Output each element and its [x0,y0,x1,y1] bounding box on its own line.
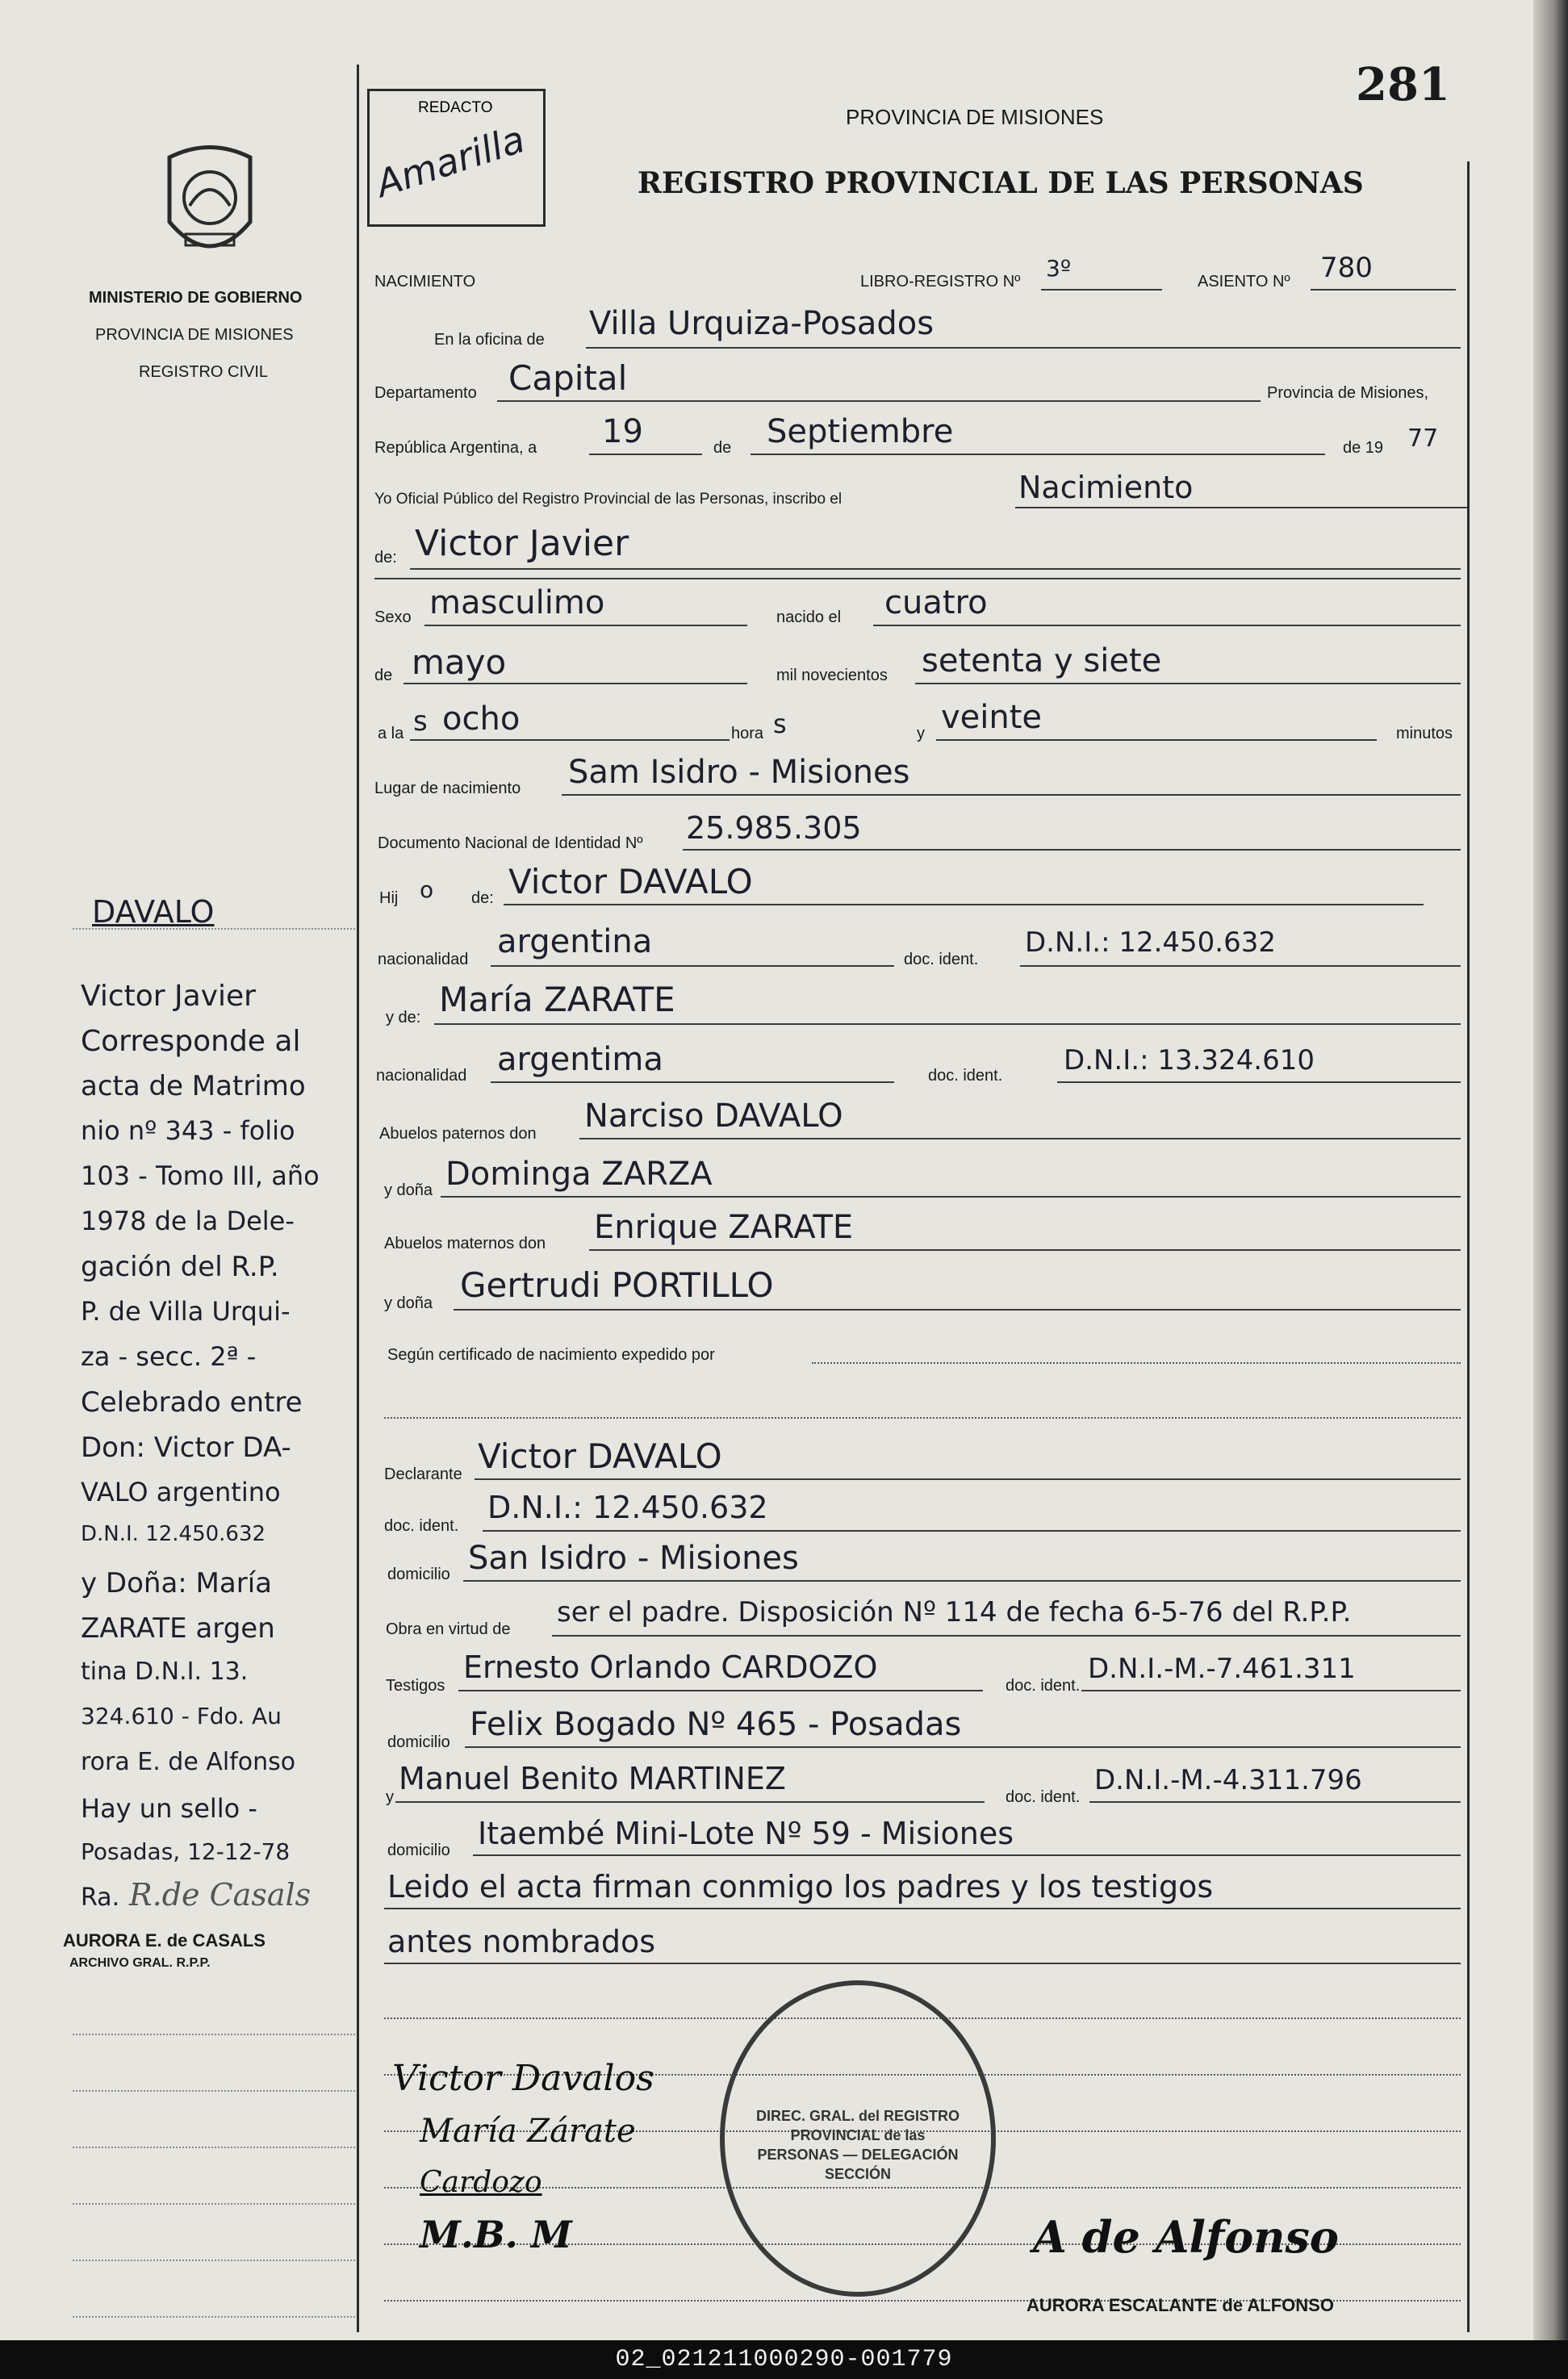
margin-stamp-line1: AURORA E. de CASALS [63,1930,266,1950]
margin-line-rule [73,2316,355,2318]
domicilio-label: domicilio [387,1566,450,1583]
margin-line: tina D.N.I. 13. [81,1658,249,1686]
dia-value: 19 [602,413,643,450]
margin-note-lines [81,980,355,1884]
mil-value: setenta y siete [922,642,1162,679]
mes-nac-rule [403,683,747,684]
lugar-value: Sam Isidro - Misiones [568,754,910,791]
y-de-label: y de: [386,1009,421,1026]
mil-rule [915,683,1461,684]
y-dona-mat-label: y doña [384,1294,433,1312]
nac-padre-value: argentina [497,923,653,960]
margin-line: za - secc. 2ª - [81,1341,257,1372]
nac-madre-value: argentima [497,1041,663,1078]
asiento-label: ASIENTO Nº [1198,273,1290,291]
header-province: PROVINCIA DE MISIONES [846,105,1104,129]
signature-mother: María Zárate [420,2113,636,2150]
libro-value: 3º [1046,255,1072,282]
oficial-value: Nacimiento [1018,470,1194,505]
declarante-value: Victor DAVALO [478,1436,722,1476]
margin-line: 103 - Tomo III, año [81,1160,320,1191]
minutos-label: minutos [1396,725,1453,742]
left-ministry: MINISTERIO DE GOBIERNO [89,289,303,307]
record-type: NACIMIENTO [374,273,476,291]
signature-official: A de Alfonso [1033,2211,1339,2263]
testigo2-rule [395,1801,985,1803]
doc-declarante-rule [483,1530,1461,1532]
doc-madre-rule [1057,1081,1461,1083]
abuelo-mat-rule [589,1249,1461,1251]
segun-label: Según certificado de nacimiento expedido por [387,1346,715,1364]
padre-rule [504,904,1424,905]
margin-line: Celebrado entre [81,1386,303,1419]
madre-rule [434,1023,1461,1025]
margin-line: rora E. de Alfonso [81,1748,296,1776]
margin-line: Victor Javier [81,980,256,1013]
header-registry: REGISTRO PROVINCIAL DE LAS PERSONAS [638,166,1364,200]
left-margin-rule [357,65,359,2332]
abuelos-mat-label: Abuelos maternos don [384,1235,546,1252]
margin-line: acta de Matrimo [81,1070,306,1102]
nombre-value: Victor Javier [415,523,629,564]
madre-value: María ZARATE [439,980,675,1019]
documento-label: Documento Nacional de Identidad Nº [378,834,643,852]
margin-stamp-signature: R.de Casals [129,1877,312,1913]
documento-value: 25.985.305 [686,810,862,846]
margin-surname: DAVALO [92,894,215,930]
coat-of-arms-icon [153,141,266,270]
segun-rule [812,1362,1461,1364]
nac-padre-rule [491,965,894,967]
asiento-value: 780 [1320,252,1373,284]
y-dona-pat-label: y doña [384,1181,433,1199]
round-seal-text: DIREC. GRAL. del REGISTRO PROVINCIAL de las PERSONAS — DELEGACIÓN SECCIÓN [755,2108,960,2182]
hijo-label: Hij [379,889,399,907]
margin-line: Corresponde al [81,1025,301,1058]
lugar-rule [562,794,1461,796]
mes-nac-value: mayo [412,642,507,682]
nacido-label: nacido el [776,608,842,626]
abuela-pat-value: Dominga ZARZA [445,1156,713,1193]
doc-padre-value: D.N.I.: 12.450.632 [1025,926,1276,959]
right-margin-rule [1467,161,1470,2332]
page-edge [1533,0,1568,2340]
nacido-value: cuatro [884,584,988,621]
page-number: 281 [1356,58,1450,111]
signature-witness1: Cardozo [420,2166,542,2199]
margin-line: 324.610 - Fdo. Au [81,1703,282,1729]
margin-line-rule [73,2147,355,2148]
redacto-label: REDACTO [418,99,493,116]
margin-line: ZARATE argen [81,1612,275,1645]
documento-rule [683,849,1461,851]
obra-label: Obra en virtud de [386,1620,511,1638]
doc-testigo1-label: doc. ident. [1006,1677,1081,1695]
redacto-handwritten: Amarilla [370,116,530,207]
margin-line: P. de Villa Urqui- [81,1296,291,1327]
doc-testigo1-rule [1081,1690,1461,1691]
declarante-rule [475,1478,1461,1480]
margin-line-rule [73,2260,355,2261]
hora-value: ocho [442,700,521,738]
nombre-rule [410,568,1461,570]
domicilio-rule [463,1580,1461,1582]
abuelo-pat-rule [579,1138,1461,1139]
doc-testigo1-value: D.N.I.-M.-7.461.311 [1088,1653,1356,1685]
oficina-rule [586,347,1461,349]
left-province: PROVINCIA DE MISIONES [95,326,294,344]
minutos-rule [936,739,1377,741]
a-la-prefix: s [413,705,428,738]
domicilio1-label: domicilio [387,1733,450,1751]
asiento-rule [1311,289,1456,291]
libro-label: LIBRO-REGISTRO Nº [860,273,1021,291]
libro-rule [1041,289,1162,291]
declarante-label: Declarante [384,1465,462,1483]
hora-rule [410,739,730,741]
abuelos-pat-label: Abuelos paternos don [379,1125,537,1143]
nac-madre-label: nacionalidad [376,1067,467,1085]
margin-line-rule [73,2203,355,2205]
abuela-mat-value: Gertrudi PORTILLO [460,1265,774,1305]
segun-rule-2 [384,1417,1461,1419]
doc-padre-rule [1020,965,1461,967]
official-stamp: AURORA ESCALANTE de ALFONSO [1027,2295,1334,2315]
mil-label: mil novecientos [776,667,888,684]
left-registry: REGISTRO CIVIL [139,363,269,381]
domicilio1-value: Felix Bogado Nº 465 - Posadas [470,1706,962,1743]
round-seal [720,1980,996,2297]
nacido-rule [873,625,1461,626]
doc-testigo2-label: doc. ident. [1006,1788,1081,1806]
footer-id: 02_021211000290-001779 [615,2346,953,2373]
margin-line-rule [73,2034,355,2035]
horas-label: hora [731,725,764,742]
margin-line: Posadas, 12-12-78 [81,1838,291,1865]
margin-line: D.N.I. 12.450.632 [81,1522,266,1546]
oficina-label: En la oficina de [434,331,545,349]
domicilio2-rule [473,1854,1461,1856]
oficial-rule [1015,507,1467,508]
mes-rule [751,454,1325,455]
mes-value: Septiembre [767,413,954,450]
provincia-suffix: Provincia de Misiones, [1267,384,1429,402]
doc-madre-value: D.N.I.: 13.324.610 [1064,1044,1315,1077]
de-label: de [713,439,732,457]
doc-padre-label: doc. ident. [904,951,979,968]
abuelo-mat-value: Enrique ZARATE [594,1209,854,1246]
margin-line: Hay un sello - [81,1793,257,1824]
cierre-rule-1 [384,1908,1461,1909]
testigo2-value: Manuel Benito MARTINEZ [399,1761,786,1796]
margin-line: y Doña: María [81,1567,272,1599]
abuela-pat-rule [441,1196,1461,1198]
margin-stamp-line2: ARCHIVO GRAL. R.P.P. [69,1956,211,1970]
obra-value: ser el padre. Disposición Nº 114 de fecha 6-5-76 del R.P.P. [557,1596,1352,1629]
margin-line-rule [73,2090,355,2092]
abuela-mat-rule [454,1309,1461,1311]
departamento-value: Capital [508,358,628,398]
sexo-label: Sexo [374,608,412,626]
doc-testigo2-rule [1089,1801,1461,1803]
domicilio-value: San Isidro - Misiones [468,1540,799,1577]
redacto-stamp [367,89,546,227]
sexo-value: masculimo [429,584,605,621]
doc-declarante-label: doc. ident. [384,1517,459,1535]
doc-testigo2-value: D.N.I.-M.-4.311.796 [1094,1764,1362,1796]
testigo1-rule [458,1690,983,1691]
oficial-label: Yo Oficial Público del Registro Provincial de las Personas, inscribo el [374,491,843,508]
abuelo-pat-value: Narciso DAVALO [584,1098,843,1135]
departamento-rule [497,400,1261,402]
nombre-rule-2 [374,578,1461,579]
republica-label: República Argentina, a [374,439,537,457]
de-padre-label: de: [471,889,494,907]
de-mes-label: de [374,667,393,684]
minutos-value: veinte [941,699,1043,736]
padre-value: Victor DAVALO [508,862,753,901]
margin-stamp-prefix: Ra. [81,1884,120,1912]
sexo-rule [424,625,747,626]
anio-value: 77 [1407,424,1439,453]
domicilio1-rule [465,1746,1461,1748]
margin-surname-line [73,928,355,930]
obra-rule [552,1635,1461,1637]
y-minutos-label: y [917,725,925,742]
a-la-label: a la [378,725,404,742]
oficina-value: Villa Urquiza-Posados [589,305,935,342]
testigo1-value: Ernesto Orlando CARDOZO [463,1649,878,1685]
margin-line: Don: Victor DA- [81,1432,291,1464]
margin-line: VALO argentino [81,1477,281,1507]
y-testigo-label: y [386,1788,394,1806]
testigos-label: Testigos [386,1677,445,1695]
domicilio2-label: domicilio [387,1842,450,1859]
cierre-line1: Leido el acta firman conmigo los padres y los testigos [387,1869,1214,1904]
hijo-suffix: o [420,876,434,903]
dia-rule [589,454,702,455]
signature-witness2: M.B. M [420,2213,572,2256]
doc-madre-label: doc. ident. [928,1067,1003,1085]
de-nombre-label: de: [374,549,397,567]
cierre-rule-2 [384,1963,1461,1964]
horas-suffix: s [773,709,787,739]
nac-padre-label: nacionalidad [378,951,469,968]
de-anio-label: de 19 [1343,439,1384,457]
lugar-label: Lugar de nacimiento [374,780,521,797]
cierre-line2: antes nombrados [387,1924,656,1959]
departamento-label: Departamento [374,384,477,402]
margin-line: 1978 de la Dele- [81,1206,295,1236]
signature-father: Victor Davalos [392,2058,654,2099]
nac-madre-rule [491,1081,894,1083]
margin-line: nio nº 343 - folio [81,1115,295,1146]
domicilio2-value: Itaembé Mini-Lote Nº 59 - Misiones [478,1816,1014,1851]
margin-line: gación del R.P. [81,1251,279,1283]
doc-declarante-value: D.N.I.: 12.450.632 [487,1490,768,1525]
